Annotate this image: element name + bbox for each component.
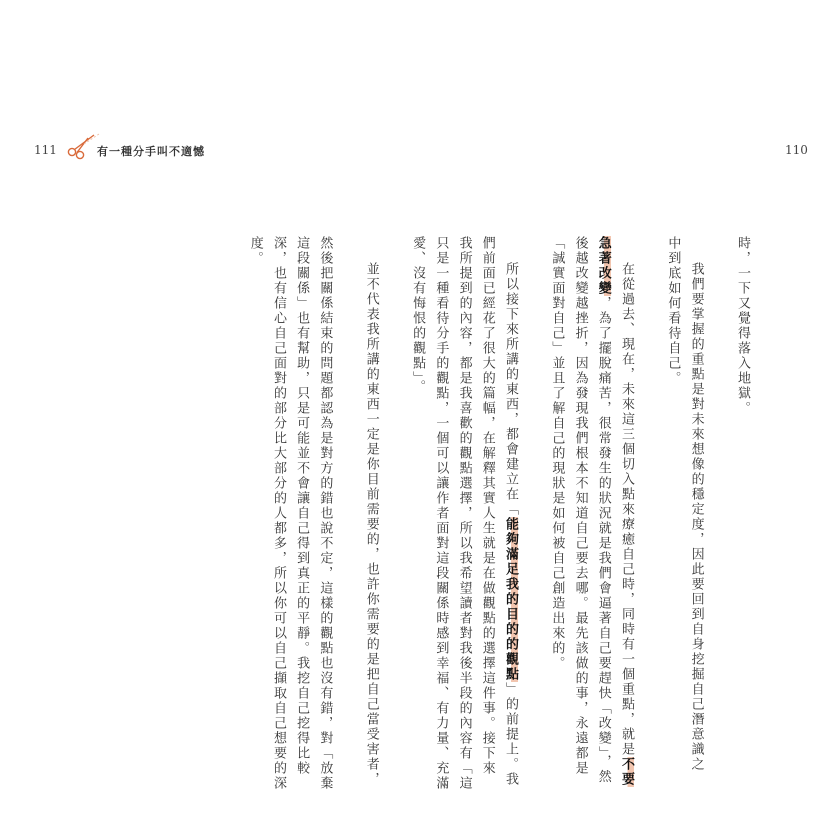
text-line: 所以接下來所講的東西，都會建立在「能夠滿足我的目的的觀點」的前提上。我: [502, 262, 518, 787]
emphasis-text: 急著改變: [595, 236, 611, 296]
text-line: 這段關係」也有幫助，只是可能並不會讓自己得到真正的平靜。我挖自己挖得比較: [294, 236, 310, 776]
text-line: 度。: [247, 236, 263, 266]
emphasis-text: 能夠滿足我的目的的觀點: [502, 517, 518, 682]
body-text: [244, 236, 754, 791]
text-line: 急著改變，為了擺脫痛苦，很常發生的狀況就是我們會逼著自己要趕快「改變」，然: [595, 236, 611, 785]
left-page-number: 111: [34, 143, 57, 157]
text-line: 時，一下又覺得落入地獄。: [735, 236, 750, 416]
book-title: 有一種分手叫不適憾: [97, 145, 205, 158]
text-line: 「誠實面對自己」並且了解自己的現狀是如何被自己創造出來的。: [549, 236, 565, 671]
text-line: 並不代表我所講的東西一定是你目前需要的，也許你需要的是把自己當受害者，: [363, 262, 379, 787]
text-line: 只是一種看待分手的觀點，一個可以讓作者面對這段關係時感到幸福、有力量、充滿: [433, 236, 449, 791]
text-line: 然後把關係結束的問題都認為是對方的錯也說不定，這樣的觀點也沒有錯，對「放棄: [317, 236, 333, 791]
text-line: 我們要掌握的重點是對未來想像的穩定度，因此要回到自身挖掘自己潛意識之: [688, 262, 704, 772]
text-line: 我所提到的內容，都是我喜歡的觀點選擇，所以我希望讀者對我後半段的內容有「這: [456, 236, 472, 791]
scissors-icon: [66, 132, 100, 160]
text-line: 們前面已經花了很大的篇幅，在解釋其實人生就是在做觀點的選擇這件事。接下來: [479, 236, 495, 776]
text-line: 中到底如何看待自己。: [665, 236, 681, 386]
emphasis-text: 不要: [618, 757, 634, 787]
text-line: 深，也有信心自己面對的部分比大部分的人都多，所以你可以自己擷取自己想要的深: [270, 236, 286, 791]
text-line: 後越改變越挫折，因為發現我們根本不知道自己要去哪。最先該做的事，永遠都是: [572, 236, 588, 776]
right-page-number: 110: [785, 143, 808, 157]
text-line: 愛、沒有悔恨的觀點」。: [410, 236, 426, 395]
text-line: 在從過去、現在，未來這三個切入點來療癒自己時，同時有一個重點，就是不要: [618, 262, 634, 787]
